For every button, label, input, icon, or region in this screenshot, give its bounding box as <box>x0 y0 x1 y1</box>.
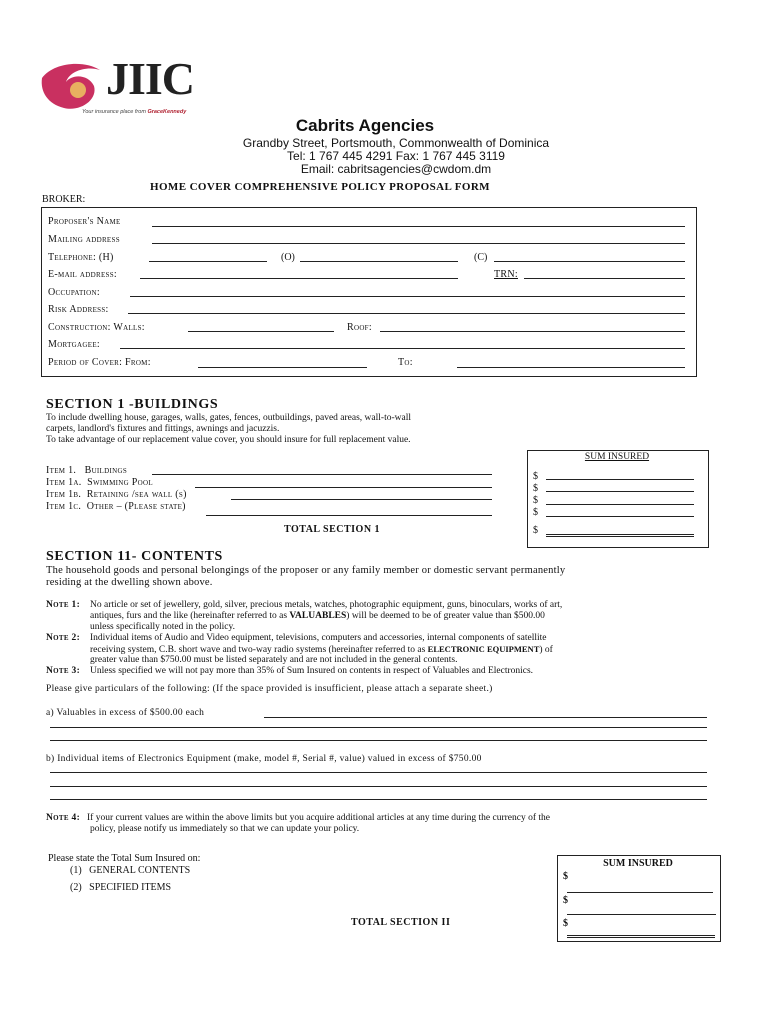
dollar-sign: $ <box>533 525 538 536</box>
construction-walls-label: Construction: Walls: <box>48 322 145 333</box>
note1-label: Note 1: <box>46 600 81 610</box>
roof-label: Roof: <box>347 322 372 333</box>
mortgagee-label: Mortgagee: <box>48 339 100 350</box>
broker-label: BROKER: <box>42 194 86 205</box>
telephone-office-label: (O) <box>281 252 295 263</box>
valuables-field-3[interactable] <box>50 740 707 741</box>
note3-line1: Unless specified we will not pay more than 35% of Sum Insured on contents in respect of Valuables and Electronics. <box>90 666 534 676</box>
form-title: HOME COVER COMPREHENSIVE POLICY PROPOSAL FORM <box>150 181 490 193</box>
note3-label: Note 3: <box>46 666 81 676</box>
state-total-label: Please state the Total Sum Insured on: <box>48 853 201 864</box>
note4-line2: policy, please notify us immediately so that we can update your policy. <box>90 824 360 834</box>
section2-heading: SECTION 11- CONTENTS <box>46 549 223 564</box>
telephone-office-field[interactable] <box>300 261 458 262</box>
item-swimming-pool-field[interactable] <box>195 487 492 488</box>
email-field[interactable] <box>140 278 458 279</box>
note2-line1: Individual items of Audio and Video equipment, televisions, computers and accessories, internal components of satellite <box>90 633 547 643</box>
section1-desc-line1: To include dwelling house, garages, walls, gates, fences, outbuildings, paved areas, wall-to-wall <box>46 413 411 423</box>
logo-tagline-brand: GraceKennedy <box>147 109 187 115</box>
note2-line3: greater value than $750.00 must be listed separately and are not included in the general contents. <box>90 655 458 665</box>
company-phones: Tel: 1 767 445 4291 Fax: 1 767 445 3119 <box>287 149 505 163</box>
dollar-sign: $ <box>533 507 538 518</box>
note4-line1: If your current values are within the above limits but you acquire additional articles at any time during the currency of the <box>87 813 550 823</box>
dollar-sign: $ <box>533 495 538 506</box>
logo-swirl-icon <box>36 60 106 115</box>
construction-walls-field[interactable] <box>188 331 334 332</box>
electronics-field-3[interactable] <box>50 799 707 800</box>
total-section1-label: TOTAL SECTION 1 <box>284 524 381 535</box>
note1-line2a: antiques, furs and the like (hereinafter referred to as <box>90 611 290 621</box>
section1-sum-insured-header: SUM INSURED <box>584 452 650 462</box>
item-retaining-wall-label: Item 1b. Retaining /sea wall (s) <box>46 489 187 500</box>
trn-field[interactable] <box>524 278 685 279</box>
proposer-details-box <box>41 207 697 377</box>
proposer-name-field[interactable] <box>152 226 685 227</box>
particulars-instruction: Please give particulars of the following: (If the space provided is insufficient, please attach a separate sheet.) <box>46 684 493 694</box>
company-email: Email: cabritsagencies@cwdom.dm <box>300 162 492 176</box>
occupation-field[interactable] <box>130 296 685 297</box>
total-section1-field[interactable] <box>546 534 694 537</box>
general-contents-label: (1) GENERAL CONTENTS <box>70 865 191 876</box>
company-logo <box>36 53 216 122</box>
company-address: Grandby Street, Portsmouth, Commonwealth of Dominica <box>242 136 550 150</box>
total-section2-field[interactable] <box>567 935 715 938</box>
telephone-cell-label: (C) <box>474 252 488 263</box>
dollar-sign: $ <box>533 471 538 482</box>
dollar-sign: $ <box>533 483 538 494</box>
section1-desc-line3: To take advantage of our replacement value cover, you should insure for full replacement value. <box>46 435 411 445</box>
period-to-label: To: <box>398 357 413 368</box>
note2-electronic: ELECTRONIC EQUIPMENT <box>427 644 540 654</box>
electronics-label: b) Individual items of Electronics Equipment (make, model #, Serial #, value) valued in excess of $750.00 <box>46 754 482 764</box>
total-section2-label: TOTAL SECTION II <box>351 917 451 928</box>
note1-line1: No article or set of jewellery, gold, silver, precious metals, watches, photographic equipment, guns, binoculars, works of art, <box>90 600 563 610</box>
note1-line3: unless specifically noted in the policy. <box>90 622 236 632</box>
mortgagee-field[interactable] <box>120 348 685 349</box>
note4-label: Note 4: <box>46 813 81 823</box>
telephone-cell-field[interactable] <box>494 261 685 262</box>
telephone-home-field[interactable] <box>149 261 267 262</box>
general-contents-sum-field[interactable] <box>567 892 713 893</box>
email-label: E-mail address: <box>48 269 117 280</box>
sum-other-field[interactable] <box>546 516 694 517</box>
item-swimming-pool-label: Item 1a. Swimming Pool <box>46 477 153 488</box>
valuables-field-2[interactable] <box>50 727 707 728</box>
mailing-address-label: Mailing address <box>48 234 120 245</box>
risk-address-label: Risk Address: <box>48 304 109 315</box>
sum-wall-field[interactable] <box>546 504 694 505</box>
specified-items-sum-field[interactable] <box>567 914 716 915</box>
mailing-address-field[interactable] <box>152 243 685 244</box>
period-to-field[interactable] <box>457 367 685 368</box>
logo-brand: JIIC <box>106 53 195 104</box>
roof-field[interactable] <box>380 331 685 332</box>
section1-desc-line2: carpets, landlord's fixtures and fittings, awnings and jacuzzis. <box>46 424 280 434</box>
item-buildings-label: Item 1. Buildings <box>46 465 128 476</box>
note2-label: Note 2: <box>46 633 81 643</box>
telephone-home-label: Telephone: (H) <box>48 252 114 263</box>
company-name: Cabrits Agencies <box>295 116 435 135</box>
trn-label: TRN: <box>494 269 518 280</box>
section2-desc-line1: The household goods and personal belongings of the proposer or any family member or domestic servant permanently <box>46 565 566 576</box>
electronics-field-1[interactable] <box>50 772 707 773</box>
section1-heading: SECTION 1 -BUILDINGS <box>46 397 219 412</box>
valuables-label: a) Valuables in excess of $500.00 each <box>46 708 205 718</box>
dollar-sign: $ <box>563 871 568 882</box>
sum-buildings-field[interactable] <box>546 479 694 480</box>
specified-items-label: (2) SPECIFIED ITEMS <box>70 882 172 893</box>
electronics-field-2[interactable] <box>50 786 707 787</box>
logo-tagline: Your insurance place from <box>82 109 146 115</box>
item-buildings-field[interactable] <box>152 474 492 475</box>
occupation-label: Occupation: <box>48 287 100 298</box>
note2-line2c: ) of <box>539 645 553 655</box>
sum-pool-field[interactable] <box>546 491 694 492</box>
valuables-field-1[interactable] <box>264 717 707 718</box>
period-from-field[interactable] <box>198 367 367 368</box>
note1-line2c: ) will be deemed to be of greater value than $500.00 <box>346 611 545 621</box>
item-other-field[interactable] <box>206 515 492 516</box>
note1-valuables: VALUABLES <box>289 611 347 621</box>
period-from-label: Period of Cover: From: <box>48 357 151 368</box>
section2-desc-line2: residing at the dwelling shown above. <box>46 577 213 588</box>
proposer-name-label: Proposer's Name <box>48 216 121 227</box>
risk-address-field[interactable] <box>128 313 685 314</box>
dollar-sign: $ <box>563 895 568 906</box>
item-other-label: Item 1c. Other – (Please state) <box>46 501 186 512</box>
note2-line2a: receiving system, C.B. short wave and two-way radio systems (hereinafter referred to as <box>90 645 428 655</box>
dollar-sign: $ <box>563 918 568 929</box>
section2-sum-insured-header: SUM INSURED <box>603 858 673 869</box>
item-retaining-wall-field[interactable] <box>231 499 492 500</box>
